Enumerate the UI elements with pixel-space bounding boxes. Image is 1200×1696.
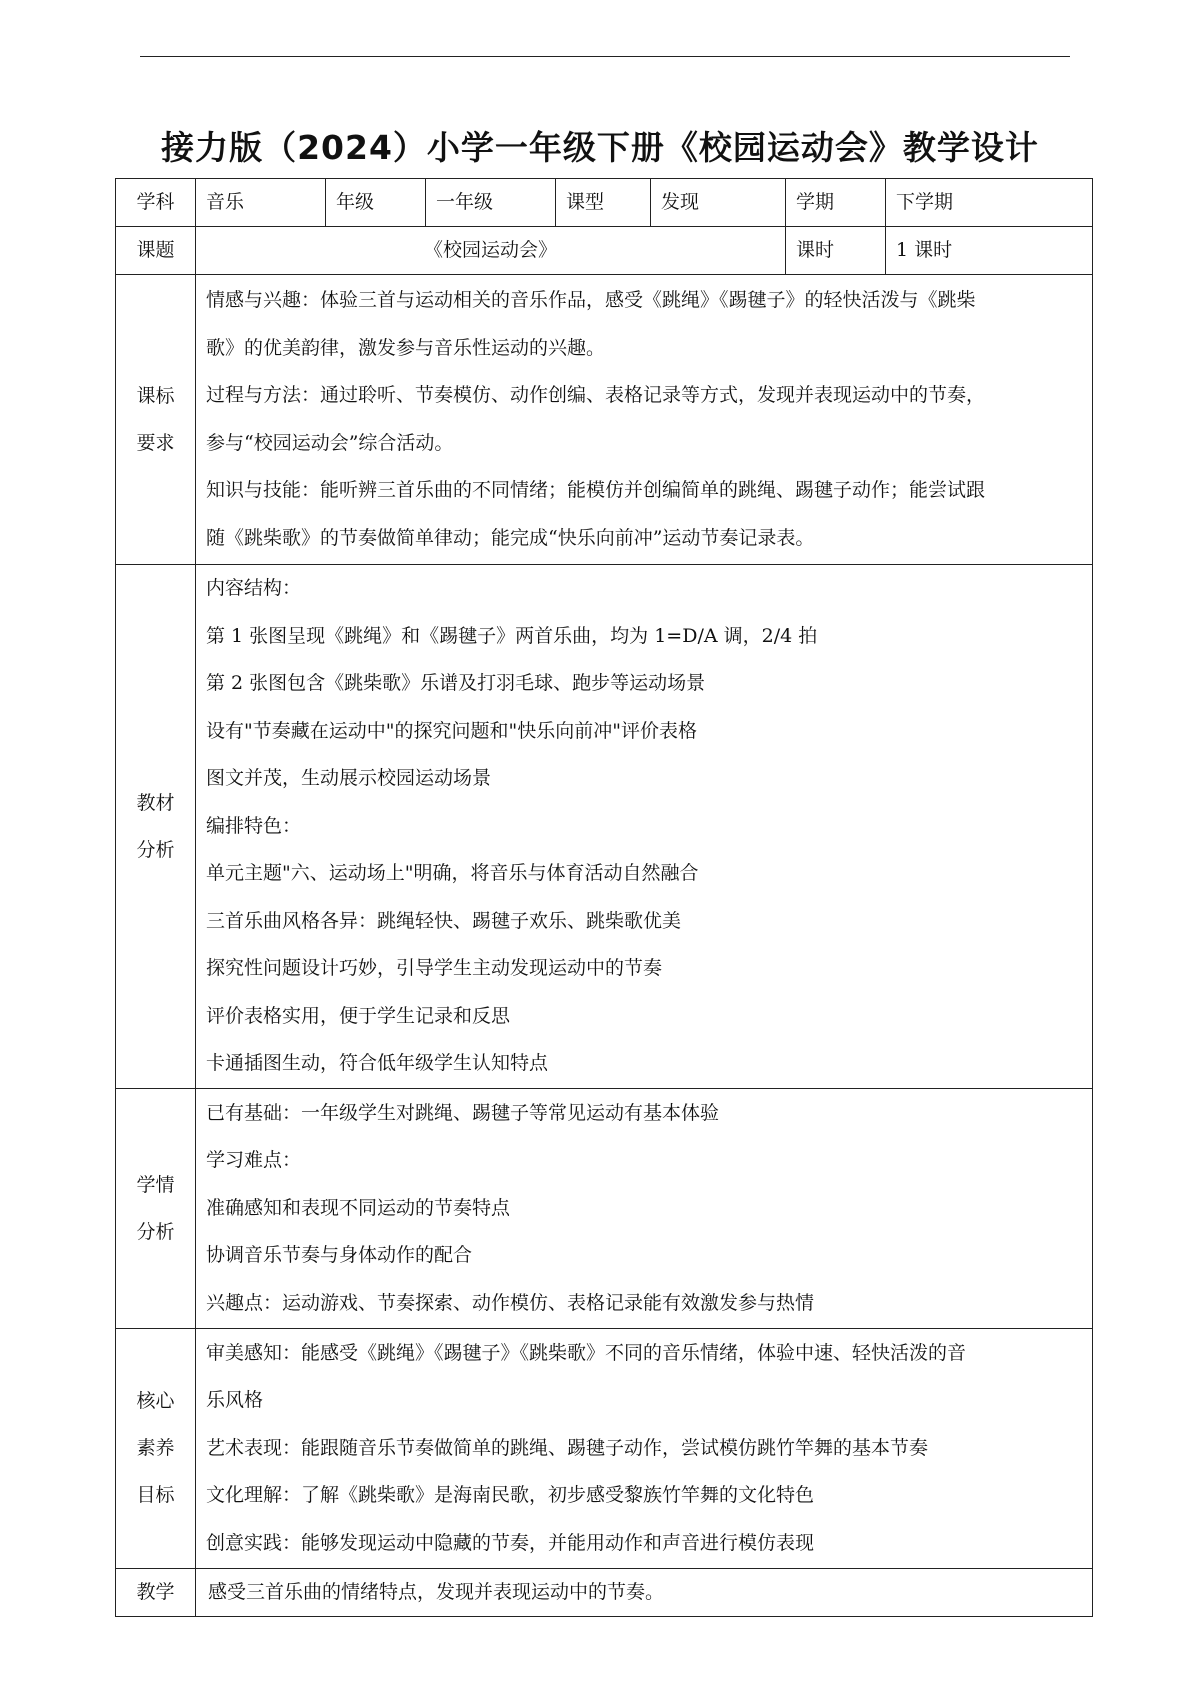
- type-label: 课型: [556, 179, 651, 227]
- lesson-plan-table: [115, 178, 1093, 1617]
- material-label-line: 教材: [136, 791, 175, 814]
- students-paragraph: 准确感知和表现不同运动的节奏特点: [206, 1196, 511, 1219]
- curriculum-label-line: 课标: [136, 384, 175, 407]
- material-paragraph: 三首乐曲风格各异：跳绳轻快、踢毽子欢乐、跳柴歌优美: [206, 909, 682, 932]
- curriculum-row: [116, 275, 1093, 565]
- material-row: [116, 565, 1093, 1089]
- students-label-line: 学情: [136, 1173, 175, 1196]
- document-title: 接力版（2024）小学一年级下册《校园运动会》教学设计: [161, 128, 1039, 167]
- teaching-row: [116, 1569, 1093, 1617]
- material-paragraph: 设有"节奏藏在运动中"的探究问题和"快乐向前冲"评价表格: [206, 719, 697, 742]
- literacy-paragraph: 艺术表现：能跟随音乐节奏做简单的跳绳、踢毽子动作，尝试模仿跳竹竿舞的基本节奏: [206, 1436, 929, 1459]
- topic-value: 《校园运动会》: [196, 227, 786, 275]
- header-rule: [140, 56, 1070, 57]
- curriculum-paragraph: 过程与方法：通过聆听、节奏模仿、动作创编、表格记录等方式，发现并表现运动中的节奏，: [206, 384, 986, 406]
- term-label: 学期: [786, 179, 886, 227]
- hours-label: 课时: [786, 227, 886, 275]
- topic-label: 课题: [116, 227, 196, 275]
- material-paragraph: 评价表格实用，便于学生记录和反思: [206, 1004, 511, 1027]
- curriculum-paragraph: 随《跳柴歌》的节奏做简单律动；能完成“快乐向前冲”运动节奏记录表。: [206, 526, 815, 549]
- literacy-label-line: 目标: [136, 1484, 175, 1506]
- literacy-paragraph: 乐风格: [206, 1389, 264, 1412]
- students-paragraph: 学习难点：: [206, 1149, 302, 1172]
- type-value: 发现: [651, 179, 786, 227]
- curriculum-label-line: 要求: [136, 431, 175, 454]
- material-paragraph: 内容结构：: [206, 577, 302, 600]
- students-row: [116, 1089, 1093, 1329]
- subject-value: 音乐: [196, 179, 326, 227]
- literacy-label: [116, 1329, 196, 1569]
- curriculum-content: [196, 275, 1093, 565]
- material-paragraph: 第 1 张图呈现《跳绳》和《踢毽子》两首乐曲，均为 1=D/A 调，2/4 拍: [206, 624, 818, 647]
- curriculum-label: [116, 275, 196, 565]
- students-content: [196, 1089, 1093, 1329]
- students-paragraph: 已有基础：一年级学生对跳绳、踢毽子等常见运动有基本体验: [206, 1101, 720, 1124]
- literacy-paragraph: 文化理解：了解《跳柴歌》是海南民歌，初步感受黎族竹竿舞的文化特色: [206, 1484, 815, 1507]
- material-paragraph: 编排特色：: [206, 814, 302, 837]
- students-label: [116, 1089, 196, 1329]
- literacy-paragraph: 审美感知：能感受《跳绳》《踢毽子》《跳柴歌》不同的音乐情绪，体验中速、轻快活泼的音: [206, 1341, 967, 1364]
- subject-label: 学科: [116, 179, 196, 227]
- material-paragraph: 图文并茂，生动展示校园运动场景: [206, 767, 492, 790]
- material-paragraph: 探究性问题设计巧妙，引导学生主动发现运动中的节奏: [206, 957, 663, 980]
- curriculum-paragraph: 知识与技能：能听辨三首乐曲的不同情绪；能模仿并创编简单的跳绳、踢毽子动作；能尝试跟: [206, 479, 986, 501]
- topic-row: [116, 227, 1093, 275]
- students-paragraph: 协调音乐节奏与身体动作的配合: [206, 1244, 473, 1267]
- material-label: [116, 565, 196, 1089]
- header-row: [116, 179, 1093, 227]
- material-paragraph: 卡通插图生动，符合低年级学生认知特点: [206, 1052, 549, 1075]
- students-paragraph: 兴趣点：运动游戏、节奏探索、动作模仿、表格记录能有效激发参与热情: [206, 1291, 815, 1314]
- grade-label: 年级: [326, 179, 426, 227]
- teaching-content: 感受三首乐曲的情绪特点，发现并表现运动中的节奏。: [196, 1569, 1093, 1617]
- grade-value: 一年级: [426, 179, 556, 227]
- material-paragraph: 第 2 张图包含《跳柴歌》乐谱及打羽毛球、跑步等运动场景: [206, 672, 706, 695]
- curriculum-paragraph: 情感与兴趣：体验三首与运动相关的音乐作品，感受《跳绳》《踢毽子》的轻快活泼与《跳柴: [206, 289, 976, 311]
- material-content: [196, 565, 1093, 1089]
- literacy-label-line: 核心: [136, 1390, 175, 1412]
- material-paragraph: 单元主题"六、运动场上"明确，将音乐与体育活动自然融合: [206, 862, 699, 885]
- hours-value: 1 课时: [886, 227, 1093, 275]
- literacy-row: [116, 1329, 1093, 1569]
- teaching-label: 教学: [116, 1569, 196, 1617]
- literacy-content: [196, 1329, 1093, 1569]
- curriculum-paragraph: 参与“校园运动会”综合活动。: [206, 431, 454, 454]
- curriculum-paragraph: 歌》的优美韵律，激发参与音乐性运动的兴趣。: [206, 336, 606, 359]
- literacy-paragraph: 创意实践：能够发现运动中隐藏的节奏，并能用动作和声音进行模仿表现: [206, 1531, 815, 1554]
- term-value: 下学期: [886, 179, 1093, 227]
- material-label-line: 分析: [136, 838, 175, 861]
- students-label-line: 分析: [136, 1220, 175, 1243]
- literacy-label-line: 素养: [136, 1437, 175, 1459]
